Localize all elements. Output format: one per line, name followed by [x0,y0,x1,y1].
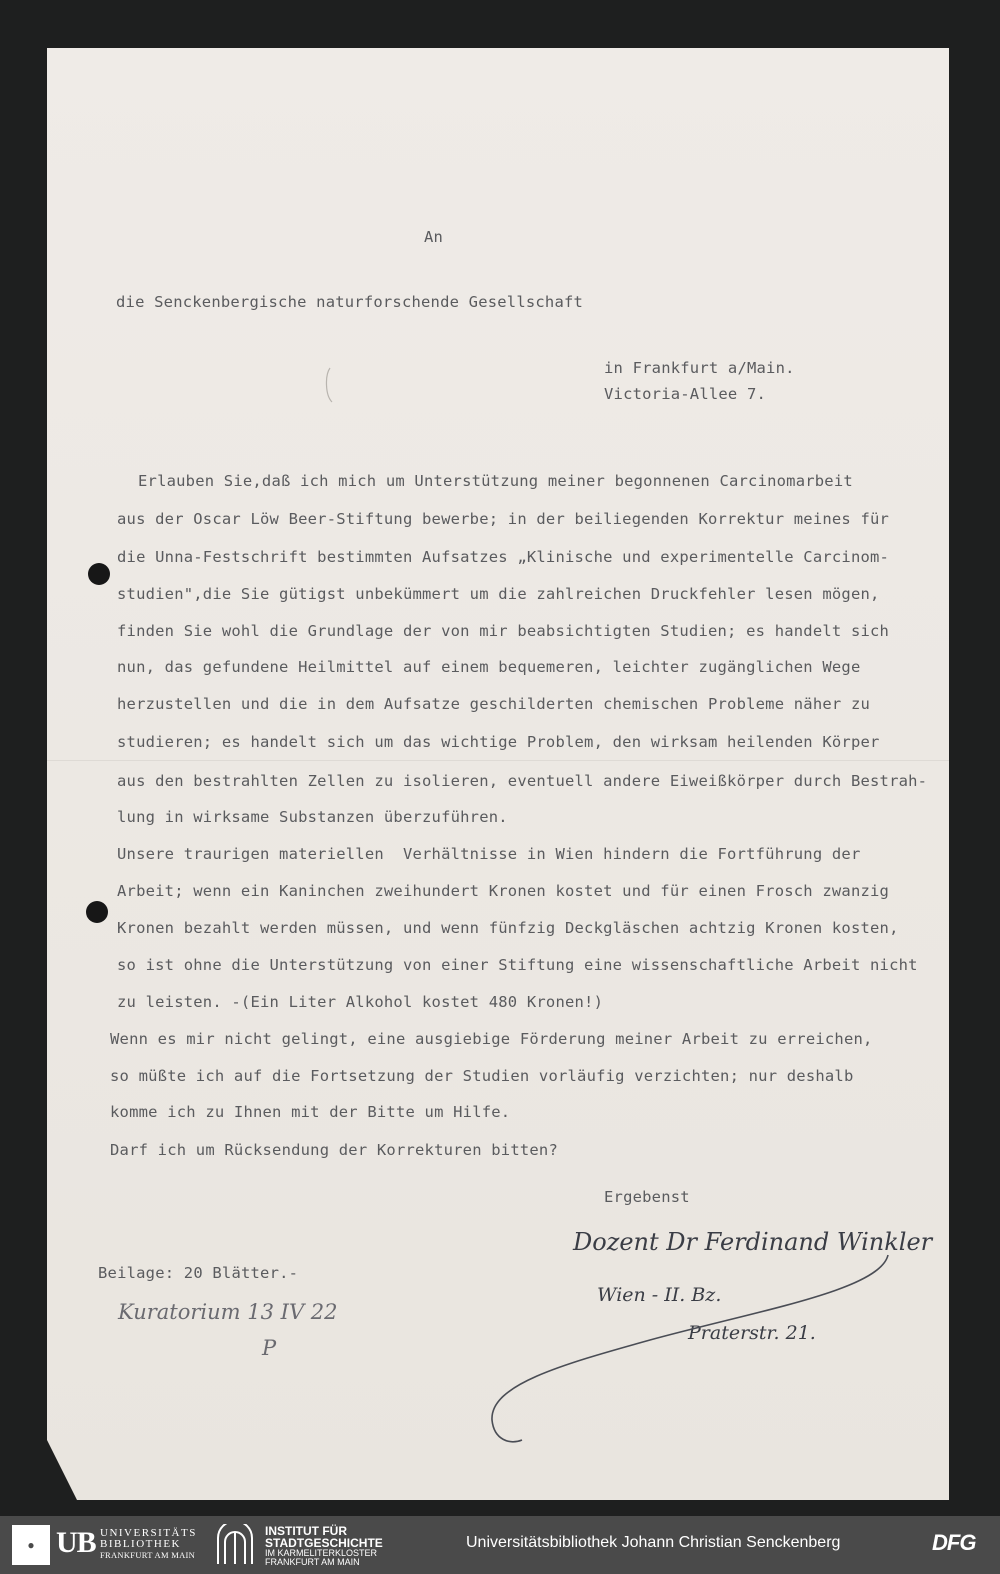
pencil-annotation: Kuratorium 13 IV 22 [118,1300,338,1324]
body-line: Unsere traurigen materiellen Verhältnisse in Wien hindern die Fortführung der [117,845,861,863]
recipient: die Senckenbergische naturforschende Gesellschaft [116,293,584,311]
pencil-mark: P [262,1336,277,1360]
body-line: Wenn es mir nicht gelingt, eine ausgiebige Förderung meiner Arbeit zu erreichen, [110,1030,873,1048]
ub-line: FRANKFURT AM MAIN [100,1550,196,1560]
body-line: Arbeit; wenn ein Kaninchen zweihundert Kronen kostet und für einen Frosch zwanzig [117,882,890,900]
salutation: An [424,228,444,246]
body-line: finden Sie wohl die Grundlage der von mir beabsichtigten Studien; es handelt sich [117,622,890,640]
body-line: aus den bestrahlten Zellen zu isolieren, eventuell andere Eiweißkörper durch Bestrah- [117,772,928,790]
body-line: lung in wirksame Substanzen überzuführen. [117,808,508,826]
body-line: studien",die Sie gütigst unbekümmert um die zahlreichen Druckfehler lesen mögen, [117,585,880,603]
ub-seal-icon: ● [12,1525,50,1565]
address-street: Victoria-Allee 7. [604,385,767,403]
body-line: komme ich zu Ihnen mit der Bitte um Hilfe. [110,1103,511,1121]
body-line: aus der Oscar Löw Beer-Stiftung bewerbe; in der beiliegenden Korrektur meines für [117,510,890,528]
enclosure-note: Beilage: 20 Blätter.- [98,1264,299,1282]
isg-line: IM KARMELITERKLOSTER [265,1548,378,1558]
isg-arch-icon [214,1524,256,1566]
footer-bar [0,1516,1000,1574]
isg-line: FRANKFURT AM MAIN [265,1557,360,1567]
ub-line: UNIVERSITÄTS [100,1527,197,1539]
dfg-logo: DFG [932,1530,976,1555]
signature: Dozent Dr Ferdinand Winkler [573,1228,933,1256]
library-title: Universitätsbibliothek Johann Christian Senckenberg [466,1534,841,1551]
body-line: herzustellen und die in dem Aufsatze geschilderten chemischen Probleme näher zu [117,695,871,713]
isg-line: STADTGESCHICHTE [265,1535,383,1550]
body-line: Darf ich um Rücksendung der Korrekturen bitten? [110,1141,558,1159]
body-line: studieren; es handelt sich um das wichtige Problem, den wirksam heilenden Körper [117,733,880,751]
closing: Ergebenst [604,1188,690,1206]
body-line: so ist ohne die Unterstützung von einer Stiftung eine wissenschaftliche Arbeit nicht [117,956,918,974]
body-line: zu leisten. -(Ein Liter Alkohol kostet 480 Kronen!) [117,993,604,1011]
signature-street: Praterstr. 21. [688,1322,816,1344]
isg-logo-text [265,1526,383,1567]
signature-district: Wien - II. Bz. [597,1284,722,1306]
body-line: Erlauben Sie,daß ich mich um Unterstützung meiner begonnenen Carcinomarbeit [138,472,853,490]
address-city: in Frankfurt a/Main. [604,359,795,377]
body-line: Kronen bezahlt werden müssen, und wenn fünfzig Deckgläschen achtzig Kronen kosten, [117,919,899,937]
body-line: die Unna-Festschrift bestimmten Aufsatzes „Klinische und experimentelle Carcinom- [117,548,890,566]
ub-logo-text [100,1528,197,1561]
body-line: nun, das gefundene Heilmittel auf einem bequemeren, leichter zugänglichen Wege [117,658,861,676]
body-line: so müßte ich auf die Fortsetzung der Studien vorläufig verzichten; nur deshalb [110,1067,854,1085]
ub-line: BIBLIOTHEK [100,1538,181,1550]
ub-logo: UB [56,1526,96,1559]
isg-line: INSTITUT FÜR [265,1524,347,1538]
